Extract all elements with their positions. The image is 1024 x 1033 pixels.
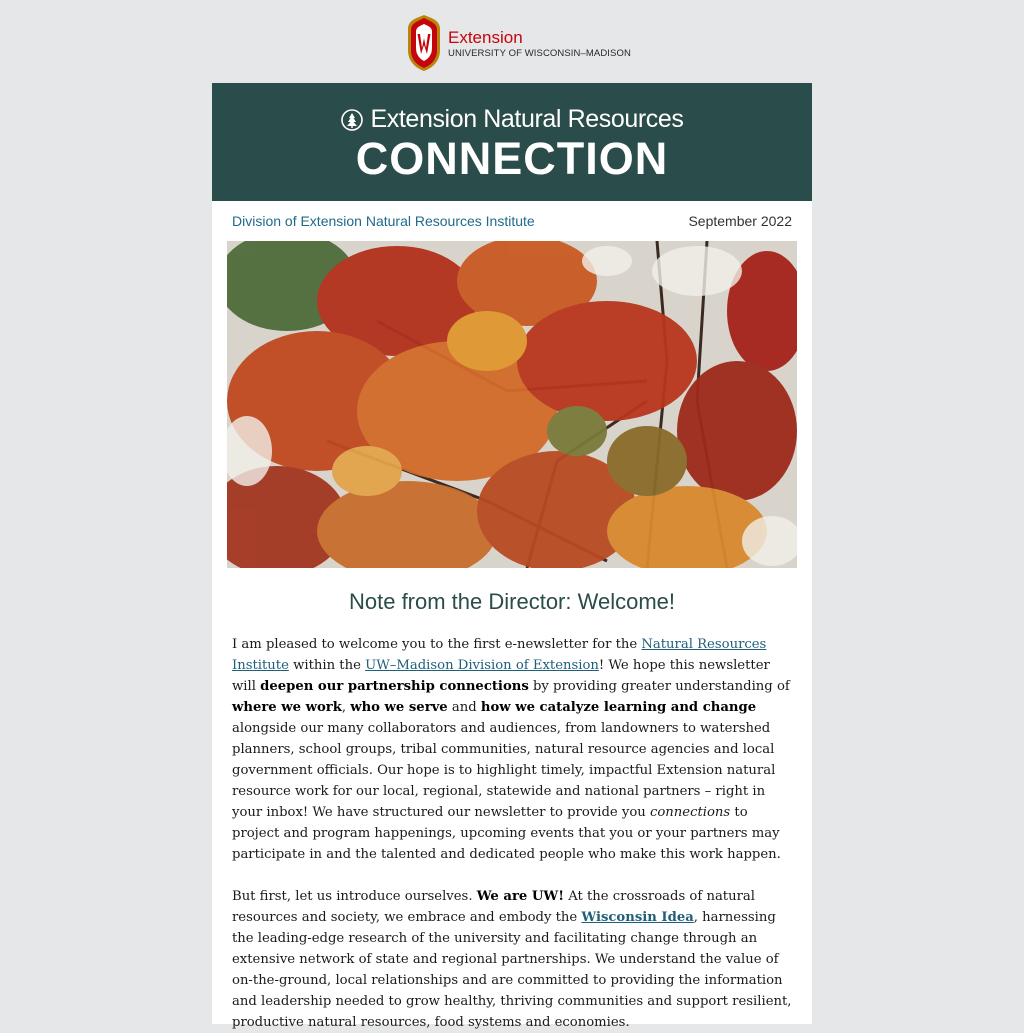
banner-subtitle-text: Extension Natural Resources bbox=[370, 105, 684, 133]
article-heading: Note from the Director: Welcome! bbox=[348, 589, 676, 614]
wisconsin-idea-link[interactable]: Wisconsin Idea bbox=[581, 910, 694, 925]
paragraph-2: But first, let us introduce ourselves. We are UW! At the crossroads of natural resources and society, we embrace and embody the Wisconsin Idea, harnessing the leading-edge research of the university and facilitating change through an extensive network of state and regional partnerships. We understand the value of on-the-ground, local relationships and are committed to providing the information and leadership needed to grow healthy, thriving communities and support resilient, productive natural resources, food systems and economies. bbox=[232, 889, 792, 1030]
article-body bbox=[232, 634, 792, 1033]
paragraph-1: I am pleased to welcome you to the first e-newsletter for the Natural Resources Institute within the UW–Madison Division of Extension! We hope this newsletter will deepen our partnership connections by providing greater understanding of where we work, who we serve and how we catalyze learning and change alongside our many collaborators and audiences, from landowners to watershed planners, school groups, tribal communities, natural resource agencies and local government officials. Our hope is to highlight timely, impactful Extension natural resource work for our local, regional, statewide and national partners – right in your inbox! We have structured our newsletter to provide you connections to project and program happenings, upcoming events that you or your partners may participate in and the talented and dedicated people who make this work happen. bbox=[232, 637, 790, 862]
email-header bbox=[0, 0, 1024, 83]
organization-label: Division of Extension Natural Resources Institute bbox=[232, 213, 535, 229]
meta-row bbox=[212, 201, 812, 241]
issue-date: September 2022 bbox=[688, 213, 792, 229]
logo-extension-text: Extension bbox=[448, 27, 523, 47]
banner-title: CONNECTION bbox=[355, 133, 669, 184]
newsletter-banner bbox=[212, 83, 812, 201]
newsletter-body bbox=[212, 83, 812, 1030]
uw-madison-extension-link[interactable]: UW–Madison Division of Extension bbox=[365, 658, 599, 673]
logo-university-text: UNIVERSITY OF WISCONSIN–MADISON bbox=[448, 47, 631, 59]
tree-icon bbox=[341, 109, 363, 131]
natural-resources-institute-link[interactable]: Natural Resources Institute bbox=[232, 637, 767, 673]
uw-crest-icon bbox=[406, 14, 442, 72]
uw-extension-logo[interactable] bbox=[406, 14, 631, 72]
autumn-leaves-photo-icon bbox=[227, 241, 797, 568]
hero-image bbox=[227, 241, 797, 568]
banner-subtitle bbox=[212, 105, 812, 134]
